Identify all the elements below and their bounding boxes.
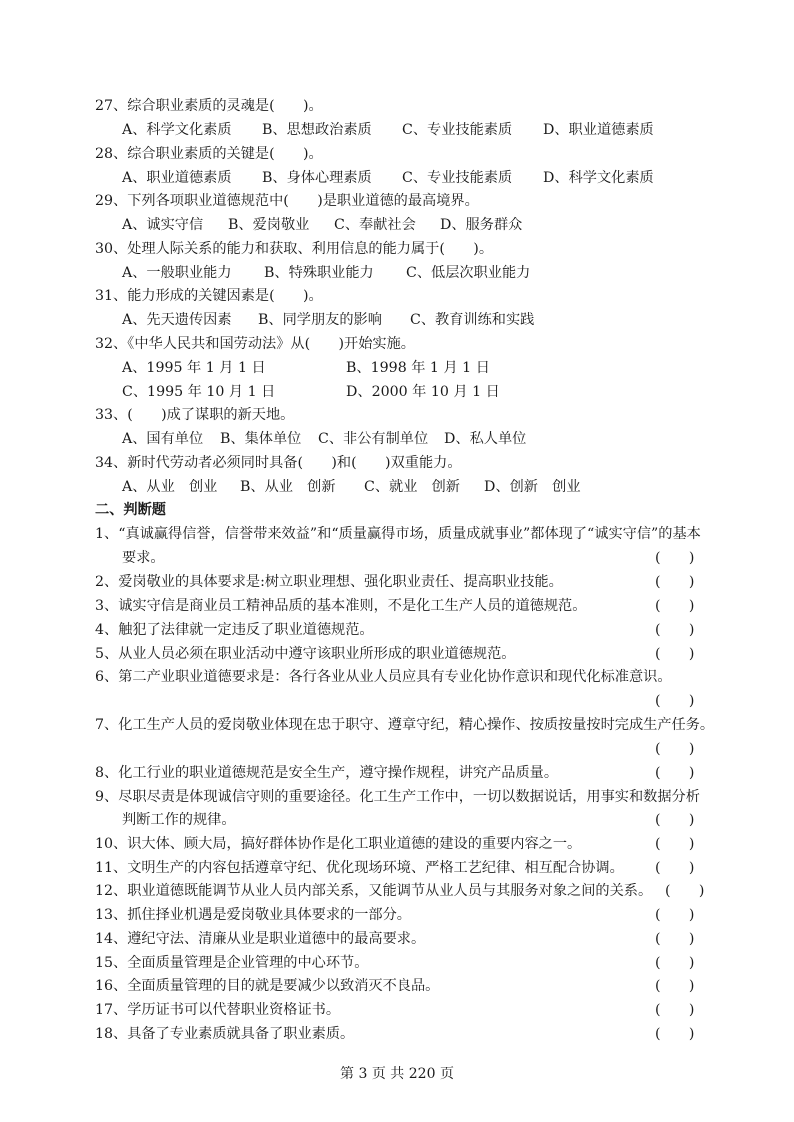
option: C、教育训练和实践 xyxy=(410,312,535,328)
question-30-stem: 30、处理人际关系的能力和获取、利用信息的能力属于( )。 xyxy=(95,241,494,257)
judgment-15-text: 15、全面质量管理是企业管理的中心环节。 xyxy=(95,955,369,971)
answer-blank: ( ) xyxy=(655,1002,695,1018)
option: C、低层次职业能力 xyxy=(406,265,531,281)
answer-blank: ( ) xyxy=(655,978,695,994)
question-27-stem: 27、综合职业素质的灵魂是( )。 xyxy=(95,98,323,114)
option: C、1995 年 10 月 1 日 xyxy=(122,384,276,400)
answer-blank: ( ) xyxy=(655,1026,695,1042)
page-number: 3 xyxy=(358,1066,368,1082)
judgment-3-text: 3、诚实守信是商业员工精神品质的基本准则，不是化工生产人员的道德规范。 xyxy=(95,598,587,614)
judgment-5-text: 5、从业人员必须在职业活动中遵守该职业所形成的职业道德规范。 xyxy=(95,646,516,662)
judgment-6-text: 6、第二产业职业道德要求是：各行各业从业人员应具有专业化协作意识和现代化标准意识。 xyxy=(95,669,672,685)
answer-blank: ( ) xyxy=(655,955,695,971)
option: D、2000 年 10 月 1 日 xyxy=(346,384,500,400)
judgment-16-text: 16、全面质量管理的目的就是要减少以致消灭不良品。 xyxy=(95,978,440,994)
option: D、私人单位 xyxy=(444,431,527,447)
option: C、就业 创新 xyxy=(364,479,460,495)
option: B、1998 年 1 月 1 日 xyxy=(346,360,490,376)
footer-label-post: 页 xyxy=(439,1066,454,1082)
answer-blank: ( ) xyxy=(655,598,695,614)
question-28-stem: 28、综合职业素质的关键是( )。 xyxy=(95,146,323,162)
question-32-stem: 32、《中华人民共和国劳动法》从( )开始实施。 xyxy=(95,336,415,352)
option: C、非公有制单位 xyxy=(318,431,429,447)
judgment-11-text: 11、文明生产的内容包括遵章守纪、优化现场环境、严格工艺纪律、相互配合协调。 xyxy=(95,860,624,876)
option: A、先天遗传因素 xyxy=(122,312,232,328)
answer-blank: ( ) xyxy=(655,574,695,590)
option: A、科学文化素质 xyxy=(122,122,232,138)
judgment-9-text: 9、尽职尽责是体现诚信守则的重要途径。化工生产工作中，一切以数据说话，用事实和数据分析 xyxy=(95,789,700,805)
option: D、职业道德素质 xyxy=(543,122,654,138)
judgment-10-text: 10、识大体、顾大局，搞好群体协作是化工职业道德的建设的重要内容之一。 xyxy=(95,836,582,852)
answer-blank: ( ) xyxy=(655,622,695,638)
option: B、身体心理素质 xyxy=(262,170,372,186)
judgment-1-text: 1、“真诚赢得信誉，信誉带来效益”和“质量赢得市场，质量成就事业”都体现了“诚实守信”的基本 xyxy=(95,526,701,542)
judgment-9-cont: 判断工作的规律。 xyxy=(122,812,236,828)
judgment-17-text: 17、学历证书可以代替职业资格证书。 xyxy=(95,1002,341,1018)
option: B、集体单位 xyxy=(220,431,302,447)
judgment-4-text: 4、触犯了法律就一定违反了职业道德规范。 xyxy=(95,622,374,638)
answer-blank: ( ) xyxy=(665,883,705,899)
answer-blank: ( ) xyxy=(655,860,695,876)
answer-blank: ( ) xyxy=(655,693,695,709)
answer-blank: ( ) xyxy=(655,812,695,828)
option: A、诚实守信 xyxy=(122,217,204,233)
option: D、科学文化素质 xyxy=(543,170,654,186)
answer-blank: ( ) xyxy=(655,741,695,757)
judgment-1-cont: 要求。 xyxy=(122,550,165,566)
page-footer xyxy=(0,1064,794,1084)
question-33-stem: 33、( )成了谋职的新天地。 xyxy=(95,407,295,423)
option: A、1995 年 1 月 1 日 xyxy=(122,360,266,376)
option: C、奉献社会 xyxy=(334,217,416,233)
total-pages: 220 xyxy=(408,1066,436,1082)
answer-blank: ( ) xyxy=(655,907,695,923)
option: C、专业技能素质 xyxy=(402,122,513,138)
option: A、国有单位 xyxy=(122,431,204,447)
question-34-stem: 34、新时代劳动者必须同时具备( )和( )双重能力。 xyxy=(95,455,462,471)
option: A、一般职业能力 xyxy=(122,265,232,281)
footer-label-mid: 页 共 xyxy=(371,1066,405,1082)
option: D、服务群众 xyxy=(440,217,523,233)
option: B、爱岗敬业 xyxy=(228,217,310,233)
option: B、思想政治素质 xyxy=(262,122,372,138)
option: B、从业 创新 xyxy=(240,479,336,495)
answer-blank: ( ) xyxy=(655,765,695,781)
judgment-14-text: 14、遵纪守法、清廉从业是职业道德中的最高要求。 xyxy=(95,931,426,947)
question-31-stem: 31、能力形成的关键因素是( )。 xyxy=(95,288,323,304)
answer-blank: ( ) xyxy=(655,550,695,566)
judgment-2-text: 2、爱岗敬业的具体要求是:树立职业理想、强化职业责任、提高职业技能。 xyxy=(95,574,563,590)
judgment-18-text: 18、具备了专业素质就具备了职业素质。 xyxy=(95,1026,355,1042)
judgment-7-text: 7、化工生产人员的爱岗敬业体现在忠于职守、遵章守纪，精心操作、按质按量按时完成生产任务。 xyxy=(95,717,715,733)
option: A、从业 创业 xyxy=(122,479,218,495)
option: D、创新 创业 xyxy=(484,479,581,495)
question-29-stem: 29、下列各项职业道德规范中( )是职业道德的最高境界。 xyxy=(95,193,479,209)
judgment-13-text: 13、抓住择业机遇是爱岗敬业具体要求的一部分。 xyxy=(95,907,411,923)
option: A、职业道德素质 xyxy=(122,170,232,186)
judgment-8-text: 8、化工行业的职业道德规范是安全生产，遵守操作规程，讲究产品质量。 xyxy=(95,765,559,781)
answer-blank: ( ) xyxy=(655,836,695,852)
judgment-12-text: 12、职业道德既能调节从业人员内部关系，又能调节从业人员与其服务对象之间的关系。 xyxy=(95,883,653,899)
option: B、特殊职业能力 xyxy=(264,265,374,281)
answer-blank: ( ) xyxy=(655,931,695,947)
footer-label-pre: 第 xyxy=(340,1066,355,1082)
option: C、专业技能素质 xyxy=(402,170,513,186)
section-title: 二、判断题 xyxy=(95,502,166,518)
option: B、同学朋友的影响 xyxy=(258,312,382,328)
answer-blank: ( ) xyxy=(655,646,695,662)
